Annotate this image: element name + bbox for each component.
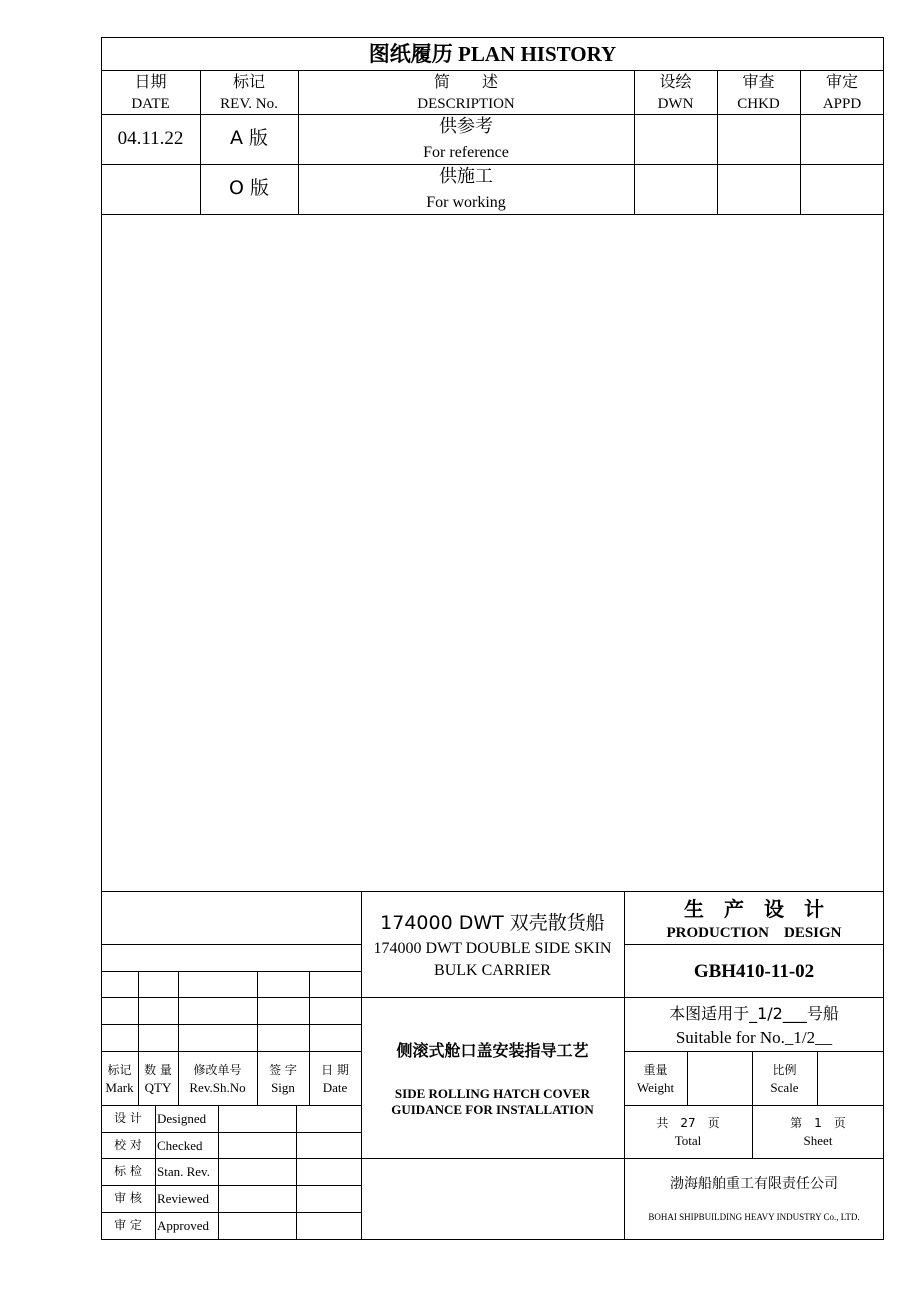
sheet-number-cn: 第 1 页 [790, 1116, 846, 1130]
rev-date-en: Date [322, 1080, 348, 1095]
rev-mark-en: Mark [105, 1080, 134, 1095]
rev-qty-cn: 数 量 [144, 1063, 172, 1077]
rev-sign-en: Sign [271, 1080, 295, 1095]
scale-en: Scale [770, 1080, 799, 1095]
header-rev-en: REV. No. [220, 96, 278, 112]
approval-cn: 设 计 [114, 1111, 142, 1125]
approval-en: Approved [157, 1218, 209, 1233]
approval-cn: 标 检 [114, 1164, 142, 1178]
weight-en: Weight [636, 1080, 675, 1095]
document-title-en-2: GUIDANCE FOR INSTALLATION [391, 1102, 594, 1117]
drawing-number: GBH410-11-02 [693, 961, 815, 982]
weight-cn: 重量 [643, 1063, 668, 1077]
header-date-en: DATE [131, 96, 170, 112]
approval-en: Designed [157, 1111, 207, 1126]
header-appd-en: APPD [822, 96, 862, 112]
rev-sign-cn: 签 字 [269, 1063, 297, 1077]
header-chkd-en: CHKD [737, 96, 780, 112]
rev-mark-cn: 标记 [107, 1063, 132, 1077]
row-rev: A 版 [229, 127, 269, 149]
header-dwn-cn: 设绘 [659, 72, 692, 91]
rev-revsh-cn: 修改单号 [193, 1063, 242, 1077]
company-name-en: BOHAI SHIPBUILDING HEAVY INDUSTRY Co., LTD. [648, 1212, 860, 1222]
suitable-en: Suitable for No._1/2__ [675, 1028, 833, 1047]
row-desc-cn: 供参考 [439, 116, 493, 137]
row-date: 04.11.22 [117, 128, 184, 149]
header-date-cn: 日期 [134, 72, 167, 91]
plan-history-title: 图纸履历 PLAN HISTORY [368, 42, 617, 66]
header-rev-cn: 标记 [232, 72, 265, 91]
approval-cn: 审 核 [114, 1191, 142, 1205]
approval-en: Reviewed [157, 1191, 209, 1206]
header-appd-cn: 审定 [825, 72, 858, 91]
suitable-cn: 本图适用于_1/2___号船 [669, 1004, 839, 1023]
total-pages-cn: 共 27 页 [656, 1116, 720, 1130]
ship-name-en-1: 174000 DWT DOUBLE SIDE SKIN [373, 940, 612, 957]
row-desc-cn: 供施工 [439, 166, 493, 187]
approval-cn: 审 定 [114, 1218, 142, 1232]
rev-date-cn: 日 期 [321, 1063, 349, 1077]
header-desc-cn: 简 述 [433, 72, 498, 91]
stage-en: PRODUCTION DESIGN [666, 925, 842, 941]
approval-en: Checked [157, 1138, 203, 1153]
document-title-en-1: SIDE ROLLING HATCH COVER [394, 1086, 591, 1101]
rev-qty-en: QTY [144, 1080, 172, 1095]
ship-name-en-2: BULK CARRIER [434, 962, 551, 979]
header-chkd-cn: 审查 [742, 72, 775, 91]
ship-name-cn: 174000 DWT 双壳散货船 [380, 912, 605, 934]
row-desc-en: For working [426, 194, 506, 211]
company-name-cn: 渤海船舶重工有限责任公司 [670, 1176, 838, 1192]
header-desc-en: DESCRIPTION [417, 96, 515, 112]
sheet-number-en: Sheet [803, 1133, 833, 1148]
stage-cn: 生 产 设 计 [684, 897, 824, 921]
header-dwn-en: DWN [657, 96, 694, 112]
total-pages-en: Total [674, 1133, 702, 1148]
approval-cn: 校 对 [114, 1138, 142, 1152]
row-desc-en: For reference [423, 144, 509, 161]
document-title-cn: 侧滚式舱口盖安装指导工艺 [396, 1041, 589, 1060]
row-rev: O 版 [229, 177, 269, 199]
rev-revsh-en: Rev.Sh.No [189, 1080, 246, 1095]
scale-cn: 比例 [772, 1063, 797, 1077]
approval-en: Stan. Rev. [157, 1164, 210, 1179]
